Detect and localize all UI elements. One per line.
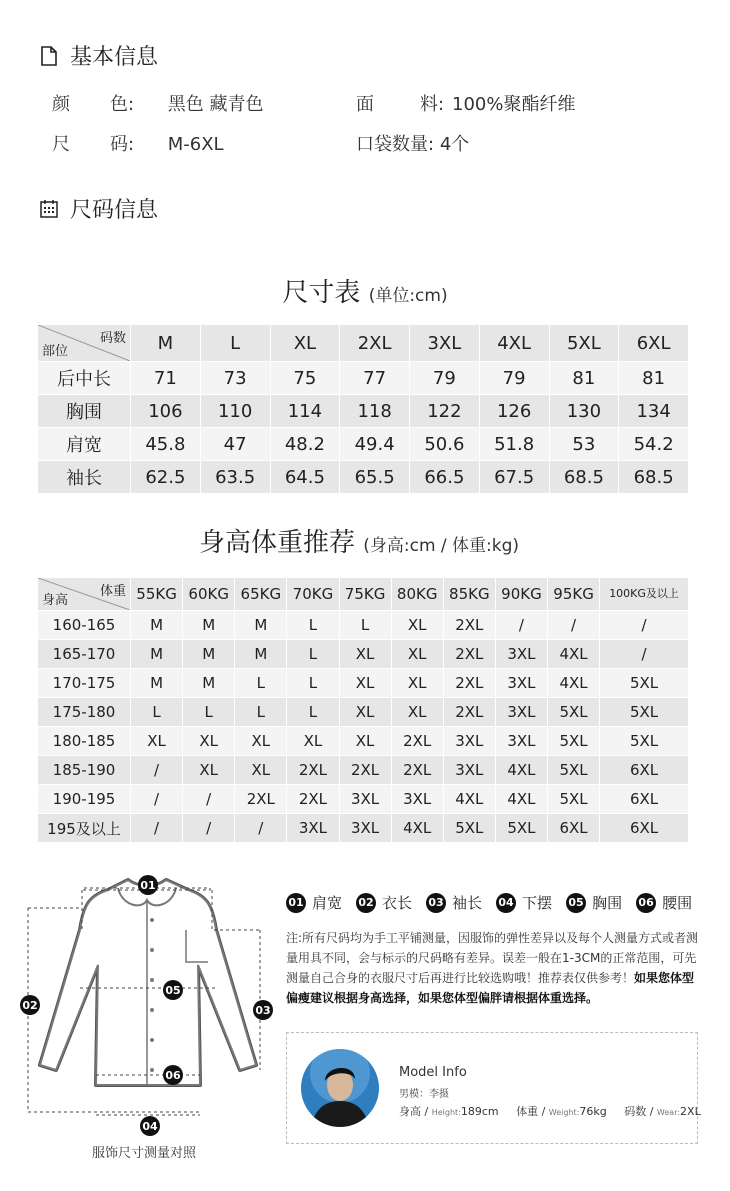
- table-cell: 2XL: [443, 640, 495, 669]
- row-label: 195及以上: [38, 814, 131, 843]
- table-cell: 2XL: [443, 698, 495, 727]
- legend-label: 下摆: [522, 894, 553, 912]
- table-cell: 3XL: [443, 727, 495, 756]
- table-cell: 4XL: [495, 756, 547, 785]
- document-icon: [38, 45, 60, 67]
- column-header: 95KG: [548, 578, 600, 611]
- table-cell: 50.6: [410, 428, 480, 461]
- table-cell: 5XL: [600, 698, 689, 727]
- table-cell: L: [339, 611, 391, 640]
- table-row: [38, 756, 689, 785]
- table-cell: 68.5: [549, 461, 619, 494]
- table-cell: 3XL: [495, 727, 547, 756]
- table-cell: XL: [183, 727, 235, 756]
- table-cell: L: [287, 669, 339, 698]
- table-cell: 2XL: [287, 785, 339, 814]
- table-cell: 47: [200, 428, 270, 461]
- table-cell: 75: [270, 362, 340, 395]
- table-cell: XL: [131, 727, 183, 756]
- table-cell: 81: [619, 362, 689, 395]
- table-cell: 73: [200, 362, 270, 395]
- table-cell: 110: [200, 395, 270, 428]
- legend-number: 05: [566, 893, 586, 913]
- size-info-title: 尺码信息: [70, 198, 159, 223]
- table-cell: 53: [549, 428, 619, 461]
- table-cell: 3XL: [495, 669, 547, 698]
- table-cell: 68.5: [619, 461, 689, 494]
- table-header-row: [38, 578, 689, 611]
- table-cell: XL: [391, 669, 443, 698]
- table-cell: 5XL: [548, 698, 600, 727]
- row-label: 后中长: [38, 362, 131, 395]
- weight-label: 体重 /: [516, 1105, 546, 1118]
- height-en: Height:: [431, 1108, 461, 1117]
- garment-diagram: [18, 870, 280, 1135]
- table-cell: XL: [339, 640, 391, 669]
- color-row: [52, 90, 263, 116]
- size-table: [37, 324, 689, 494]
- weight-value: 76kg: [579, 1105, 607, 1118]
- basic-info-heading: [38, 40, 158, 71]
- table-cell: 66.5: [410, 461, 480, 494]
- table-cell: L: [287, 640, 339, 669]
- material-label: 面料:: [356, 94, 445, 115]
- size-row: [52, 130, 224, 156]
- table-cell: 5XL: [548, 727, 600, 756]
- size-table-unit: (单位:cm): [368, 286, 448, 306]
- table-cell: 2XL: [391, 727, 443, 756]
- table-cell: 3XL: [495, 698, 547, 727]
- table-row: [38, 814, 689, 843]
- legend-label: 胸围: [592, 894, 623, 912]
- table-cell: 130: [549, 395, 619, 428]
- marker-01: 01: [138, 875, 158, 895]
- table-row: [38, 698, 689, 727]
- table-cell: XL: [339, 669, 391, 698]
- table-row: [38, 362, 689, 395]
- legend-label: 袖长: [452, 894, 483, 912]
- table-cell: 4XL: [391, 814, 443, 843]
- marker-06: 06: [163, 1065, 183, 1085]
- color-value: 黑色 藏青色: [167, 94, 264, 115]
- table-cell: 118: [340, 395, 410, 428]
- corner-top-label: 体重: [99, 584, 126, 599]
- column-header: 70KG: [287, 578, 339, 611]
- note-text: 注:所有尺码均为手工平铺测量，因服饰的弹性差异以及每个人测量方式或者测量用具不同，会与标示的尺码略有差异。误差一般在1-3CM的正常范围，可先测量自己合身的衣服尺寸后再进行比较选购哦！推荐表仅供参考！: [286, 931, 699, 985]
- table-row: [38, 395, 689, 428]
- table-cell: XL: [235, 727, 287, 756]
- marker-03: 03: [253, 1000, 273, 1020]
- material-row: [356, 90, 575, 116]
- column-header: 90KG: [495, 578, 547, 611]
- pocket-label: 口袋数量:: [356, 134, 435, 155]
- table-cell: 48.2: [270, 428, 340, 461]
- table-cell: /: [183, 785, 235, 814]
- table-cell: 5XL: [495, 814, 547, 843]
- table-cell: L: [183, 698, 235, 727]
- basic-info-title: 基本信息: [70, 45, 159, 70]
- height-value: 189cm: [460, 1105, 499, 1118]
- measurement-note: [286, 928, 706, 1008]
- legend-number: 03: [426, 893, 446, 913]
- rec-table-title: 身高体重推荐: [198, 528, 355, 558]
- table-row: [38, 640, 689, 669]
- column-header: 80KG: [391, 578, 443, 611]
- table-header-row: [38, 325, 689, 362]
- table-row: [38, 785, 689, 814]
- table-cell: XL: [391, 611, 443, 640]
- table-cell: 3XL: [443, 756, 495, 785]
- table-cell: L: [287, 611, 339, 640]
- table-cell: M: [235, 640, 287, 669]
- column-header: 6XL: [619, 325, 689, 362]
- table-cell: XL: [183, 756, 235, 785]
- table-cell: 81: [549, 362, 619, 395]
- table-cell: 3XL: [339, 785, 391, 814]
- table-cell: 45.8: [131, 428, 201, 461]
- table-cell: 114: [270, 395, 340, 428]
- column-header: 55KG: [131, 578, 183, 611]
- table-cell: 3XL: [495, 640, 547, 669]
- table-cell: XL: [235, 756, 287, 785]
- table-cell: 4XL: [548, 640, 600, 669]
- table-cell: 51.8: [479, 428, 549, 461]
- table-cell: XL: [391, 698, 443, 727]
- column-header: 4XL: [479, 325, 549, 362]
- column-header: 5XL: [549, 325, 619, 362]
- marker-02: 02: [20, 995, 40, 1015]
- table-cell: 4XL: [548, 669, 600, 698]
- size-table-title: 尺寸表: [282, 278, 361, 308]
- column-header: 75KG: [339, 578, 391, 611]
- table-cell: 5XL: [548, 756, 600, 785]
- rec-table: [37, 577, 689, 843]
- model-info-box: [286, 1032, 701, 1144]
- measurement-legend: [286, 892, 692, 913]
- table-cell: 63.5: [200, 461, 270, 494]
- table-cell: /: [131, 814, 183, 843]
- table-cell: 49.4: [340, 428, 410, 461]
- table-cell: 2XL: [443, 611, 495, 640]
- table-cell: 2XL: [235, 785, 287, 814]
- table-cell: 2XL: [391, 756, 443, 785]
- table-cell: 71: [131, 362, 201, 395]
- table-cell: 62.5: [131, 461, 201, 494]
- legend-item: [286, 892, 342, 913]
- pocket-row: [356, 130, 469, 156]
- table-cell: 3XL: [339, 814, 391, 843]
- table-cell: 67.5: [479, 461, 549, 494]
- material-value: 100%聚酯纤维: [452, 94, 576, 115]
- table-cell: /: [183, 814, 235, 843]
- row-label: 肩宽: [38, 428, 131, 461]
- row-label: 190-195: [38, 785, 131, 814]
- size-value: M-6XL: [167, 134, 224, 155]
- table-cell: 2XL: [339, 756, 391, 785]
- table-cell: L: [131, 698, 183, 727]
- table-cell: 54.2: [619, 428, 689, 461]
- calendar-icon: [38, 198, 60, 220]
- model-name: 男模：李摄: [399, 1089, 449, 1100]
- legend-number: 02: [356, 893, 376, 913]
- table-cell: 79: [479, 362, 549, 395]
- rec-table-unit: (身高:cm / 体重:kg): [363, 536, 520, 556]
- row-label: 胸围: [38, 395, 131, 428]
- column-header: 60KG: [183, 578, 235, 611]
- column-header: 85KG: [443, 578, 495, 611]
- table-cell: 126: [479, 395, 549, 428]
- table-cell: 6XL: [600, 814, 689, 843]
- height-label: 身高 /: [399, 1105, 429, 1118]
- table-cell: 3XL: [287, 814, 339, 843]
- table-row: [38, 428, 689, 461]
- table-cell: XL: [339, 727, 391, 756]
- legend-item: [496, 892, 552, 913]
- table-cell: 4XL: [495, 785, 547, 814]
- size-table-heading: [0, 272, 730, 309]
- color-label: 颜色:: [52, 94, 135, 115]
- table-row: [38, 669, 689, 698]
- rec-table-heading: [0, 522, 724, 559]
- table-cell: /: [131, 785, 183, 814]
- table-cell: 5XL: [600, 669, 689, 698]
- legend-number: 04: [496, 893, 516, 913]
- table-cell: 122: [410, 395, 480, 428]
- table-cell: /: [495, 611, 547, 640]
- legend-label: 腰围: [662, 894, 693, 912]
- table-corner-cell: [38, 578, 131, 611]
- table-cell: 79: [410, 362, 480, 395]
- table-cell: /: [235, 814, 287, 843]
- weight-en: Weight:: [548, 1108, 580, 1117]
- column-header: M: [131, 325, 201, 362]
- column-header: 3XL: [410, 325, 480, 362]
- legend-number: 06: [636, 893, 656, 913]
- table-cell: XL: [339, 698, 391, 727]
- table-cell: 5XL: [443, 814, 495, 843]
- model-avatar: [301, 1049, 379, 1127]
- table-cell: M: [183, 669, 235, 698]
- table-cell: 3XL: [391, 785, 443, 814]
- legend-number: 01: [286, 893, 306, 913]
- legend-item: [566, 892, 622, 913]
- legend-item: [636, 892, 692, 913]
- legend-label: 衣长: [382, 894, 413, 912]
- model-info-title: Model Info: [399, 1065, 467, 1080]
- row-label: 160-165: [38, 611, 131, 640]
- table-cell: 65.5: [340, 461, 410, 494]
- column-header: 65KG: [235, 578, 287, 611]
- table-row: [38, 611, 689, 640]
- row-label: 175-180: [38, 698, 131, 727]
- column-header: XL: [270, 325, 340, 362]
- table-cell: 64.5: [270, 461, 340, 494]
- wear-label: 码数 /: [624, 1105, 654, 1118]
- table-cell: L: [235, 669, 287, 698]
- legend-item: [426, 892, 482, 913]
- wear-en: Wear:: [656, 1108, 681, 1117]
- note-bold: 如果您体型偏瘦建议根据身高选择，如果您体型偏胖请根据体重选择。: [286, 971, 695, 1005]
- table-corner-cell: [38, 325, 131, 362]
- table-cell: 2XL: [287, 756, 339, 785]
- table-cell: 6XL: [600, 756, 689, 785]
- row-label: 165-170: [38, 640, 131, 669]
- row-label: 袖长: [38, 461, 131, 494]
- wear-value: 2XL: [680, 1105, 701, 1118]
- row-label: 170-175: [38, 669, 131, 698]
- table-cell: XL: [391, 640, 443, 669]
- column-header: 2XL: [340, 325, 410, 362]
- pocket-value: 4个: [439, 134, 470, 155]
- legend-item: [356, 892, 412, 913]
- table-cell: M: [131, 611, 183, 640]
- table-cell: M: [183, 640, 235, 669]
- table-cell: 2XL: [443, 669, 495, 698]
- table-cell: M: [235, 611, 287, 640]
- diagram-caption: 服饰尺寸测量对照: [92, 1146, 197, 1161]
- table-cell: L: [235, 698, 287, 727]
- table-cell: 6XL: [600, 785, 689, 814]
- table-cell: M: [131, 669, 183, 698]
- table-cell: XL: [287, 727, 339, 756]
- table-cell: 5XL: [600, 727, 689, 756]
- table-row: [38, 727, 689, 756]
- column-header: L: [200, 325, 270, 362]
- table-cell: 106: [131, 395, 201, 428]
- size-info-heading: [38, 193, 158, 224]
- table-cell: M: [131, 640, 183, 669]
- table-cell: /: [131, 756, 183, 785]
- table-cell: 77: [340, 362, 410, 395]
- table-cell: 134: [619, 395, 689, 428]
- model-stats: [399, 1103, 701, 1119]
- table-cell: /: [600, 640, 689, 669]
- table-row: [38, 461, 689, 494]
- size-label: 尺码:: [52, 134, 135, 155]
- table-cell: L: [287, 698, 339, 727]
- table-cell: 4XL: [443, 785, 495, 814]
- table-cell: /: [600, 611, 689, 640]
- marker-04: 04: [140, 1116, 160, 1136]
- corner-bottom-label: 身高: [42, 593, 69, 608]
- table-cell: /: [548, 611, 600, 640]
- marker-05: 05: [163, 980, 183, 1000]
- legend-label: 肩宽: [312, 894, 343, 912]
- corner-top-label: 码数: [99, 331, 126, 346]
- corner-bottom-label: 部位: [42, 344, 69, 359]
- table-cell: 5XL: [548, 785, 600, 814]
- row-label: 185-190: [38, 756, 131, 785]
- table-cell: 6XL: [548, 814, 600, 843]
- row-label: 180-185: [38, 727, 131, 756]
- table-cell: M: [183, 611, 235, 640]
- column-header: 100KG及以上: [600, 578, 689, 611]
